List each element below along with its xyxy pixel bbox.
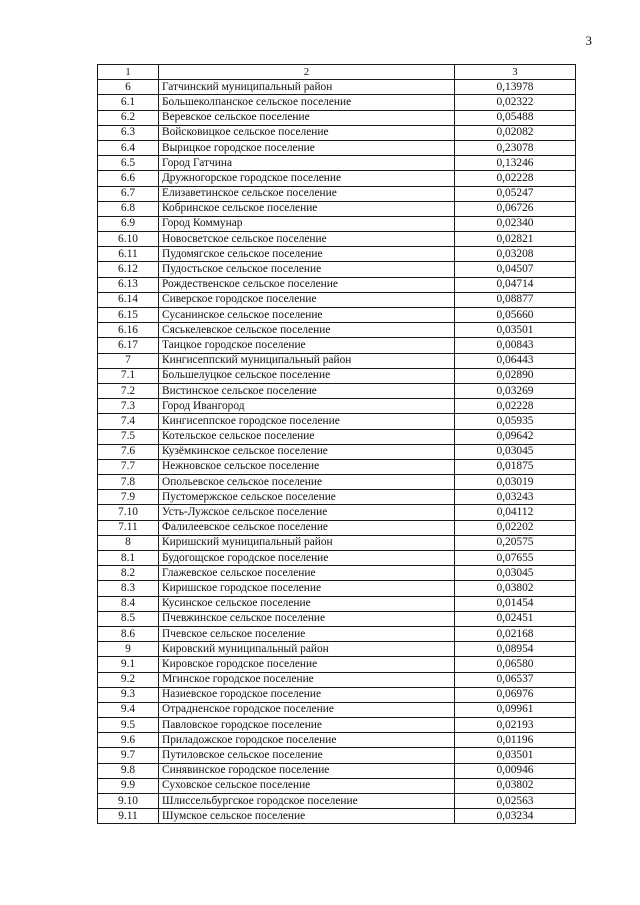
coefficient-value-cell: 0,09642: [455, 429, 576, 444]
row-number-cell: 7.9: [98, 490, 159, 505]
row-number-cell: 6.2: [98, 110, 159, 125]
table-row: [98, 429, 576, 444]
coefficient-value-cell: 0,00843: [455, 338, 576, 353]
municipality-name-cell: Кузёмкинское сельское поселение: [159, 444, 455, 459]
table-row: [98, 232, 576, 247]
municipality-name-cell: Котельское сельское поселение: [159, 429, 455, 444]
table-row: [98, 763, 576, 778]
header-cell-col1: 1: [98, 65, 159, 80]
row-number-cell: 6.6: [98, 171, 159, 186]
row-number-cell: 9.6: [98, 733, 159, 748]
table-row: [98, 277, 576, 292]
coefficient-value-cell: 0,02193: [455, 718, 576, 733]
coefficient-value-cell: 0,06443: [455, 353, 576, 368]
coefficient-value-cell: 0,07655: [455, 551, 576, 566]
table-row: [98, 520, 576, 535]
municipality-name-cell: Город Коммунар: [159, 216, 455, 231]
table-row: [98, 414, 576, 429]
row-number-cell: 7.7: [98, 459, 159, 474]
row-number-cell: 6.11: [98, 247, 159, 262]
municipality-name-cell: Пудомягское сельское поселение: [159, 247, 455, 262]
municipality-name-cell: Пустомержское сельское поселение: [159, 490, 455, 505]
table-row: [98, 718, 576, 733]
municipality-name-cell: Сусанинское сельское поселение: [159, 308, 455, 323]
row-number-cell: 6.17: [98, 338, 159, 353]
coefficient-value-cell: 0,09961: [455, 702, 576, 717]
row-number-cell: 6.12: [98, 262, 159, 277]
municipality-name-cell: Елизаветинское сельское поселение: [159, 186, 455, 201]
row-number-cell: 6.8: [98, 201, 159, 216]
row-number-cell: 9.7: [98, 748, 159, 763]
table-row: [98, 459, 576, 474]
coefficient-value-cell: 0,02821: [455, 232, 576, 247]
municipality-name-cell: Назиевское городское поселение: [159, 687, 455, 702]
coefficient-value-cell: 0,08877: [455, 292, 576, 307]
row-number-cell: 9.1: [98, 657, 159, 672]
coefficient-value-cell: 0,02890: [455, 368, 576, 383]
row-number-cell: 6.15: [98, 308, 159, 323]
table-row: [98, 368, 576, 383]
municipality-name-cell: Большелуцкое сельское поселение: [159, 368, 455, 383]
table-row: [98, 247, 576, 262]
coefficient-value-cell: 0,03045: [455, 444, 576, 459]
table-row: [98, 778, 576, 793]
coefficient-value-cell: 0,02563: [455, 794, 576, 809]
header-cell-col2: 2: [159, 65, 455, 80]
row-number-cell: 7.11: [98, 520, 159, 535]
row-number-cell: 7.4: [98, 414, 159, 429]
table-row: [98, 551, 576, 566]
table-row: [98, 475, 576, 490]
municipality-name-cell: Вырицкое городское поселение: [159, 140, 455, 155]
coefficient-value-cell: 0,08954: [455, 642, 576, 657]
row-number-cell: 9.5: [98, 718, 159, 733]
coefficient-value-cell: 0,02340: [455, 216, 576, 231]
coefficient-value-cell: 0,03243: [455, 490, 576, 505]
municipality-name-cell: Киришский муниципальный район: [159, 535, 455, 550]
table-row: [98, 733, 576, 748]
municipality-name-cell: Город Ивангород: [159, 399, 455, 414]
row-number-cell: 7.3: [98, 399, 159, 414]
municipality-name-cell: Опольевское сельское поселение: [159, 475, 455, 490]
coefficient-value-cell: 0,02228: [455, 171, 576, 186]
row-number-cell: 9.2: [98, 672, 159, 687]
coefficient-value-cell: 0,02322: [455, 95, 576, 110]
coefficient-value-cell: 0,03045: [455, 566, 576, 581]
row-number-cell: 6.3: [98, 125, 159, 140]
municipality-name-cell: Войсковицкое сельское поселение: [159, 125, 455, 140]
coefficient-value-cell: 0,20575: [455, 535, 576, 550]
table-row: [98, 444, 576, 459]
coefficient-value-cell: 0,03019: [455, 475, 576, 490]
table-row: [98, 611, 576, 626]
table-row: [98, 809, 576, 824]
coefficient-value-cell: 0,13246: [455, 156, 576, 171]
coefficient-value-cell: 0,02202: [455, 520, 576, 535]
municipality-name-cell: Шумское сельское поселение: [159, 809, 455, 824]
table-row: [98, 642, 576, 657]
coefficient-value-cell: 0,06976: [455, 687, 576, 702]
municipality-name-cell: Веревское сельское поселение: [159, 110, 455, 125]
coefficient-value-cell: 0,03501: [455, 323, 576, 338]
municipality-name-cell: Таицкое городское поселение: [159, 338, 455, 353]
coefficient-value-cell: 0,05247: [455, 186, 576, 201]
row-number-cell: 9.8: [98, 763, 159, 778]
municipality-name-cell: Усть-Лужское сельское поселение: [159, 505, 455, 520]
municipality-name-cell: Киришское городское поселение: [159, 581, 455, 596]
table-row: [98, 626, 576, 641]
municipality-name-cell: Мгинское городское поселение: [159, 672, 455, 687]
municipality-name-cell: Пудостьское сельское поселение: [159, 262, 455, 277]
row-number-cell: 6.1: [98, 95, 159, 110]
row-number-cell: 6.7: [98, 186, 159, 201]
row-number-cell: 7.10: [98, 505, 159, 520]
table-row: [98, 171, 576, 186]
row-number-cell: 9: [98, 642, 159, 657]
table-row: [98, 490, 576, 505]
row-number-cell: 7.6: [98, 444, 159, 459]
row-number-cell: 7.8: [98, 475, 159, 490]
table-row: [98, 702, 576, 717]
row-number-cell: 9.4: [98, 702, 159, 717]
municipality-name-cell: Павловское городское поселение: [159, 718, 455, 733]
table-row: [98, 596, 576, 611]
coefficient-value-cell: 0,06726: [455, 201, 576, 216]
coefficient-value-cell: 0,01454: [455, 596, 576, 611]
table-row: [98, 110, 576, 125]
row-number-cell: 7.2: [98, 383, 159, 398]
table-row: [98, 80, 576, 95]
table-row: [98, 748, 576, 763]
coefficient-value-cell: 0,13978: [455, 80, 576, 95]
page-number: 3: [585, 33, 592, 48]
table-row: [98, 216, 576, 231]
table-row: [98, 186, 576, 201]
coefficient-value-cell: 0,03208: [455, 247, 576, 262]
table-row: [98, 566, 576, 581]
table-row: [98, 657, 576, 672]
coefficient-value-cell: 0,01196: [455, 733, 576, 748]
row-number-cell: 6.13: [98, 277, 159, 292]
coefficient-value-cell: 0,05935: [455, 414, 576, 429]
header-cell-col3: 3: [455, 65, 576, 80]
table-row: [98, 687, 576, 702]
municipality-name-cell: Кингисеппский муниципальный район: [159, 353, 455, 368]
table-row: [98, 505, 576, 520]
coefficient-value-cell: 0,01875: [455, 459, 576, 474]
municipality-name-cell: Кобринское сельское поселение: [159, 201, 455, 216]
municipality-name-cell: Шлиссельбургское городское поселение: [159, 794, 455, 809]
municipality-name-cell: Пчевжинское сельское поселение: [159, 611, 455, 626]
row-number-cell: 9.10: [98, 794, 159, 809]
table-row: [98, 672, 576, 687]
row-number-cell: 8.2: [98, 566, 159, 581]
table-row: [98, 308, 576, 323]
coefficient-value-cell: 0,03802: [455, 778, 576, 793]
row-number-cell: 9.3: [98, 687, 159, 702]
municipality-name-cell: Кировский муниципальный район: [159, 642, 455, 657]
row-number-cell: 6.9: [98, 216, 159, 231]
row-number-cell: 9.9: [98, 778, 159, 793]
table-row: [98, 535, 576, 550]
coefficient-value-cell: 0,05488: [455, 110, 576, 125]
row-number-cell: 8.6: [98, 626, 159, 641]
municipality-name-cell: Кировское городское поселение: [159, 657, 455, 672]
coefficient-value-cell: 0,05660: [455, 308, 576, 323]
municipality-name-cell: Суховское сельское поселение: [159, 778, 455, 793]
municipality-name-cell: Нежновское сельское поселение: [159, 459, 455, 474]
municipality-name-cell: Гатчинский муниципальный район: [159, 80, 455, 95]
municipality-name-cell: Фалилеевское сельское поселение: [159, 520, 455, 535]
coefficient-value-cell: 0,04112: [455, 505, 576, 520]
row-number-cell: 6.5: [98, 156, 159, 171]
table-row: [98, 323, 576, 338]
table-row: [98, 140, 576, 155]
row-number-cell: 6.16: [98, 323, 159, 338]
municipality-name-cell: Вистинское сельское поселение: [159, 383, 455, 398]
table-row: [98, 353, 576, 368]
table-row: [98, 292, 576, 307]
table-row: [98, 201, 576, 216]
municipality-name-cell: Большеколпанское сельское поселение: [159, 95, 455, 110]
municipality-name-cell: Сяськелевское сельское поселение: [159, 323, 455, 338]
coefficient-value-cell: 0,02168: [455, 626, 576, 641]
coefficient-value-cell: 0,00946: [455, 763, 576, 778]
row-number-cell: 8.5: [98, 611, 159, 626]
coefficients-table: [97, 64, 576, 824]
municipality-name-cell: Кингисеппское городское поселение: [159, 414, 455, 429]
coefficient-value-cell: 0,02451: [455, 611, 576, 626]
row-number-cell: 6: [98, 80, 159, 95]
municipality-name-cell: Будогощское городское поселение: [159, 551, 455, 566]
row-number-cell: 8: [98, 535, 159, 550]
coefficient-value-cell: 0,02228: [455, 399, 576, 414]
municipality-name-cell: Новосветское сельское поселение: [159, 232, 455, 247]
municipality-name-cell: Приладожское городское поселение: [159, 733, 455, 748]
coefficient-value-cell: 0,02082: [455, 125, 576, 140]
row-number-cell: 8.1: [98, 551, 159, 566]
table-row: [98, 338, 576, 353]
coefficient-value-cell: 0,23078: [455, 140, 576, 155]
coefficient-value-cell: 0,03501: [455, 748, 576, 763]
table-row: [98, 125, 576, 140]
municipality-name-cell: Город Гатчина: [159, 156, 455, 171]
municipality-name-cell: Кусинское сельское поселение: [159, 596, 455, 611]
table-row: [98, 383, 576, 398]
table-row: [98, 95, 576, 110]
municipality-name-cell: Пчевское сельское поселение: [159, 626, 455, 641]
row-number-cell: 6.10: [98, 232, 159, 247]
table-row: [98, 262, 576, 277]
municipality-name-cell: Отрадненское городское поселение: [159, 702, 455, 717]
coefficient-value-cell: 0,04714: [455, 277, 576, 292]
row-number-cell: 7.1: [98, 368, 159, 383]
coefficient-value-cell: 0,03234: [455, 809, 576, 824]
coefficient-value-cell: 0,04507: [455, 262, 576, 277]
row-number-cell: 7: [98, 353, 159, 368]
row-number-cell: 6.14: [98, 292, 159, 307]
municipality-name-cell: Сиверское городское поселение: [159, 292, 455, 307]
municipality-name-cell: Глажевское сельское поселение: [159, 566, 455, 581]
table-row: [98, 156, 576, 171]
table-header-row: [98, 65, 576, 80]
row-number-cell: 7.5: [98, 429, 159, 444]
table-row: [98, 581, 576, 596]
table-row: [98, 794, 576, 809]
coefficient-value-cell: 0,03802: [455, 581, 576, 596]
municipality-name-cell: Путиловское сельское поселение: [159, 748, 455, 763]
row-number-cell: 9.11: [98, 809, 159, 824]
row-number-cell: 8.3: [98, 581, 159, 596]
table-row: [98, 399, 576, 414]
coefficient-value-cell: 0,06537: [455, 672, 576, 687]
row-number-cell: 8.4: [98, 596, 159, 611]
row-number-cell: 6.4: [98, 140, 159, 155]
municipality-name-cell: Дружногорское городское поселение: [159, 171, 455, 186]
municipality-name-cell: Рождественское сельское поселение: [159, 277, 455, 292]
coefficient-value-cell: 0,06580: [455, 657, 576, 672]
coefficient-value-cell: 0,03269: [455, 383, 576, 398]
municipality-name-cell: Синявинское городское поселение: [159, 763, 455, 778]
